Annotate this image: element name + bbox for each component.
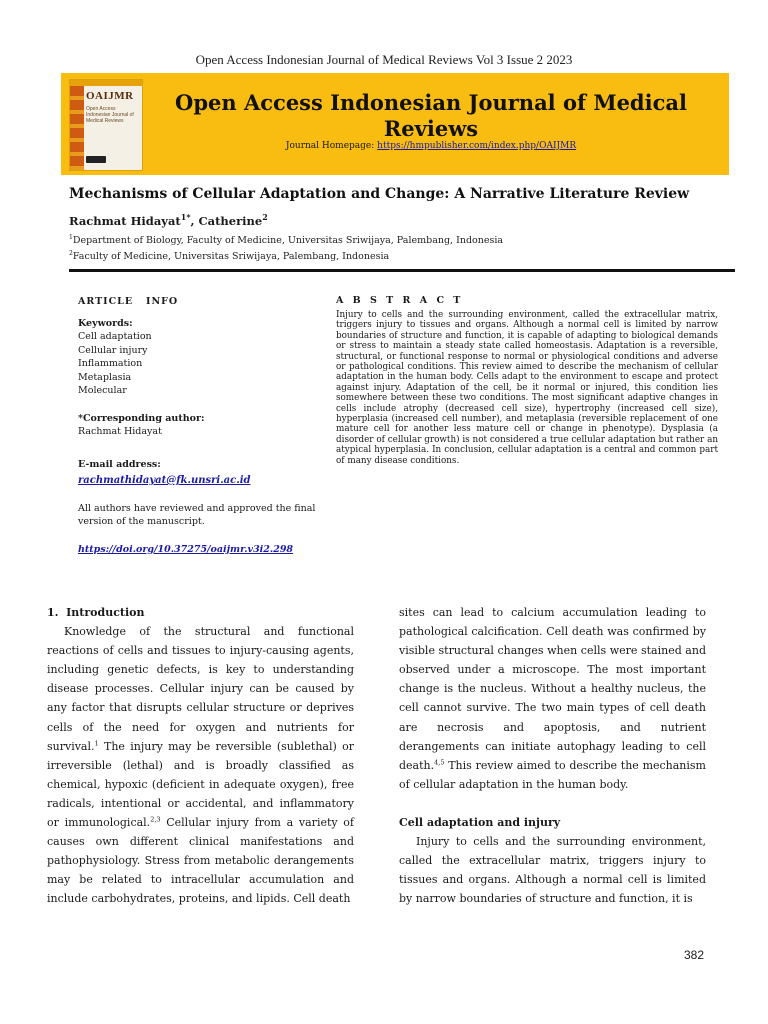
article-info-heading: ARTICLE INFO — [78, 296, 179, 307]
logo-subtitle: Open Access Indonesian Journal of Medical Reviews — [86, 106, 134, 124]
citation: 2,3 — [150, 815, 161, 824]
homepage-label: Journal Homepage: — [285, 141, 375, 151]
abstract — [336, 295, 718, 466]
body-paragraph — [399, 603, 706, 794]
section-heading: Cell adaptation and injury — [399, 815, 561, 829]
paper-title: Mechanisms of Cellular Adaptation and Change: A Narrative Literature Review — [69, 186, 690, 202]
journal-banner — [61, 73, 729, 175]
paragraph-text: Cellular injury from a variety of causes own different clinical manifestations and pathophysiology. Stress from metabolic derangements may be related to intracellular accumulation and include carbohydrates, proteins, and lipids. Cell death — [47, 816, 354, 906]
author-list — [69, 212, 268, 228]
journal-title: Open Access Indonesian Journal of Medical Reviews — [175, 90, 687, 141]
running-head: Open Access Indonesian Journal of Medical Reviews Vol 3 Issue 2 2023 — [195, 52, 573, 67]
header-divider — [69, 269, 735, 272]
paragraph-text: sites can lead to calcium accumulation leading to pathological calcification. Cell death was confirmed by visible structural changes when cells were stained and observed under a microscope. The most important change is the nucleus. Without a healthy nucleus, the cell cannot survive. The two main types of cell death are necrosis and apoptosis, and nutrient derangements can initiate autophagy leading to cell death. — [399, 606, 706, 772]
journal-logo — [69, 79, 143, 171]
author-name: Rachmat Hidayat — [69, 213, 181, 228]
paragraph-text: This review aimed to describe the mechanism of cellular adaptation in the human body. — [399, 758, 706, 791]
paragraph-text: The injury may be reversible (sublethal) or irreversible (lethal) and is broadly classified as chemical, hypoxic (deficient in adequate oxygen), free radicals, intentional or accidental, and inflammatory or immunological. — [47, 739, 354, 830]
section-heading: 1. Introduction — [47, 606, 145, 619]
body-left-column — [47, 603, 354, 909]
affiliation — [69, 250, 389, 262]
citation: 4,5 — [434, 758, 445, 767]
page-number: 382 — [684, 948, 705, 962]
logo-side-pattern — [70, 86, 84, 170]
cc-license-icon — [86, 156, 106, 163]
email-label: E-mail address: — [78, 458, 161, 470]
abstract-heading: A B S T R A C T — [336, 295, 464, 306]
keyword: Molecular — [78, 385, 127, 396]
author-affil-marker: 1* — [180, 212, 191, 222]
affiliation — [69, 234, 503, 246]
article-info — [78, 295, 328, 556]
body-right-column — [399, 603, 706, 908]
keywords-label: Keywords: — [78, 317, 133, 329]
affil-text: Department of Biology, Faculty of Medicine, Universitas Sriwijaya, Palembang, Indonesia — [72, 235, 504, 247]
paragraph-text: Knowledge of the structural and functional reactions of cells and tissues to injury-causing agents, including genetic defects, is key to understanding disease processes. Cellular injury can be caused by any factor that disrupts cellular structure or deprives cells of the need for oxygen and nutrients for survival. — [47, 625, 354, 753]
logo-title: OAIJMR — [86, 90, 134, 102]
affil-marker: 2 — [69, 250, 73, 257]
author-affil-marker: 2 — [262, 212, 268, 222]
keyword: Inflammation — [78, 358, 143, 369]
body-paragraph — [47, 622, 354, 908]
body-paragraph: Injury to cells and the surrounding environment, called the extracellular matrix, triggers injury to tissues and organs. Although a normal cell is limited by narrow boundaries of structure and function, it is — [399, 835, 706, 906]
corresponding-label: *Corresponding author: — [78, 412, 205, 424]
affil-text: Faculty of Medicine, Universitas Sriwijaya, Palembang, Indonesia — [72, 251, 390, 263]
affil-marker: 1 — [69, 234, 73, 241]
keyword: Metaplasia — [78, 371, 132, 383]
citation: 1 — [94, 739, 99, 747]
doi-link[interactable]: https://doi.org/10.37275/oaijmr.v3i2.298 — [78, 543, 294, 555]
approval-note: All authors have reviewed and approved the final version of the manuscript. — [78, 502, 316, 527]
homepage-link[interactable]: https://hmpublisher.com/index.php/OAIJMR — [377, 141, 577, 151]
keyword: Cellular injury — [78, 344, 148, 356]
abstract-text: Injury to cells and the surrounding environment, called the extracellular matrix, triggers injury to tissues and organs. Although a normal cell is limited by narrow boundaries of structure and function, it is capable of adapting to biological demands or stress to maintain a steady state called homeostasis. Adaptation is a reversible, structural, or functional response to normal or physiological conditions and adverse or pathological conditions. This review aimed to describe the mechanism of cellular adaptation in the human body. Cells adapt to the environment to escape and protect against injury. Adaptation of the cell, be it normal or injured, this condition lies somewhere between these two conditions. The most significant adaptive changes in cells include atrophy (decreased cell size), hypertrophy (increased cell size), hyperplasia (increased cell number), and metaplasia (reversible replacement of one mature cell for another less mature cell or change in phenotype). Dysplasia (a disorder of cellular growth) is not considered a true cellular adaptation but rather an atypical hyperplasia. In conclusion, cellular adaptation is a central and common part of many disease conditions. — [336, 310, 718, 466]
corresponding-name: Rachmat Hidayat — [78, 426, 162, 437]
author-name: , Catherine — [190, 213, 263, 228]
journal-homepage — [156, 141, 706, 151]
email-link[interactable]: rachmathidayat@fk.unsri.ac.id — [78, 475, 251, 486]
keyword: Cell adaptation — [78, 331, 152, 342]
